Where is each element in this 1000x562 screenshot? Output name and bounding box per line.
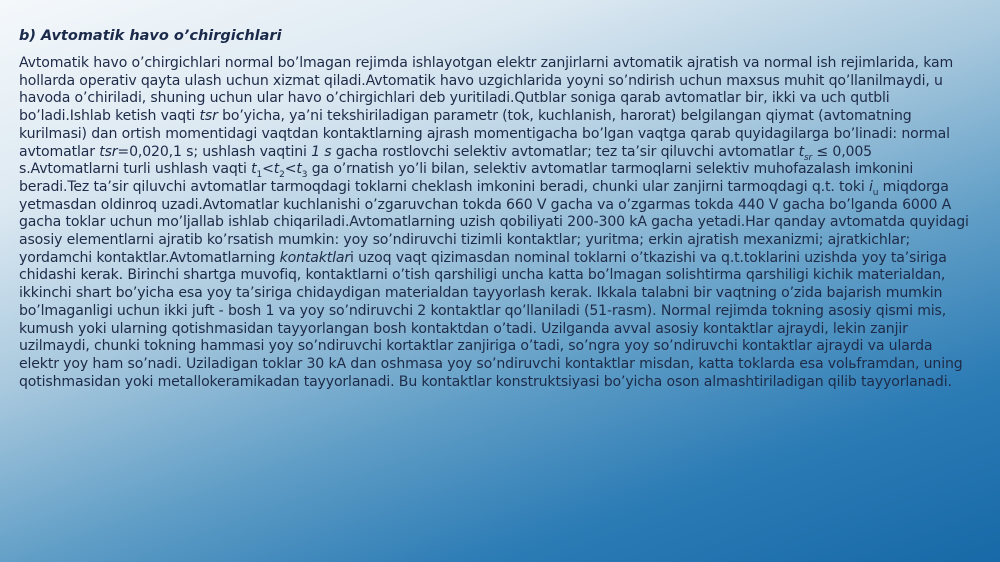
- slide-heading: b) Avtomatik havo o’chirgichlari: [19, 28, 282, 44]
- subscript: u: [872, 187, 879, 198]
- subscript: 2: [279, 170, 285, 181]
- subscript: 3: [301, 170, 308, 181]
- italic-term: t: [273, 161, 280, 178]
- italic-term: t: [798, 143, 804, 160]
- italic-term: tsr: [199, 108, 218, 125]
- subscript: 1: [256, 170, 263, 181]
- italic-term: 1 s: [311, 143, 332, 160]
- text-segment: ga o’rnatish yo’li bilan, selektiv avtomatlar tarmoqlarni selektiv muhofazalash imkonini beradi.Tez ta’sir qiluvchi avtomatlar tarmoqdagi toklarni cheklash imkonini beradi, chunki ular zanjirni tarmoqdagi q.t. toki: [19, 161, 914, 195]
- italic-term: tsr: [99, 143, 118, 160]
- text-segment: =0,020,1 s; ushlash vaqtini: [117, 143, 312, 160]
- italic-term: sr: [803, 152, 813, 163]
- italic-term: t: [251, 161, 257, 178]
- italic-term: kontaktlar: [279, 249, 351, 266]
- text-segment: <: [262, 161, 274, 178]
- text-segment: bo’yicha, ya’ni tekshiriladigan parametr (tok, kuchlanish, harorat) belgilangan qiymat (avtomatning kurilmasi) dan ortish momentidagi vaqtdan kontaktlarning ajrash momentigacha bo’lgan vaqtga qarab quyidagilarga bo’linadi: normal avtomatlar: [19, 108, 950, 160]
- text-segment: ≤ 0,005 s.Avtomatlarni turli ushlash vaqti: [19, 143, 872, 178]
- text-segment: i uzoq vaqt qizimasdan nominal toklarni o’tkazishi va q.t.toklarini uzishda yoy ta’siriga chidashi kerak. Birinchi shartga muvofiq, kontaktlarni o’tish qarshiligi uncha katta bo’lmagan solishtirma qarshiligi kichik materialdan, ikkinchi shart bo’yicha esa yoy ta’siriga chidaydigan materialdan tayyorlash kerak. Ikkala talabni bir vaqtning o’zida bajarish mumkin bo’lmaganligi uchun ikki juft - bosh 1 va yoy so’ndiruvchi 2 kontaktlar qo’llaniladi (51-rasm). Normal rejimda tokning asosiy qismi mis, kumush yoki ularning qotishmasidan tayyorlangan bosh kontaktdan o’tadi. Uzilganda avval asosiy kontaktlar ajraydi, lekin zanjir uzilmaydi, chunki tokning hammasi yoy so’ndiruvchi kortaktlar zanjiriga o’tadi, so’ngra yoy so’ndiruvchi kontaktlar ajraydi va ularda elektr yoy ham so’nadi. Uziladigan toklar 30 kA dan oshmasa yoy so’ndiruvchi kontaktlar misdan, katta toklarda esa volьframdan, uning qotishmasidan yoki metallokeramikadan tayyorlanadi. Bu kontaktlar konstruktsiyasi bo’yicha oson almashtiriladigan qilib tayyorlanadi.: [19, 249, 963, 390]
- text-segment: Avtomatik havo o’chirgichlari normal bo’lmagan rejimda ishlayotgan elektr zanjirlarni avtomatik ajratish va normal ish rejimlarida, kam hollarda operativ qayta ulash uchun xizmat qiladi.Avtomatik havo uzgichlarida yoyni so’ndirish uchun maxsus muhit qo’llanilmaydi, u havoda o’chiriladi, shuning uchun ular havo o’chirgichlari deb yuritiladi.Qutblar soniga qarab avtomatlar bir, ikki va uch qutbli bo’ladi.Ishlab ketish vaqti: [19, 55, 954, 125]
- slide-body-text: [19, 55, 970, 391]
- italic-term: t: [296, 161, 302, 178]
- text-segment: miqdorga yetmasdan oldinroq uzadi.Avtomatlar kuchlanishi o’zgaruvchan tokda 660 V gacha va o’zgarmas tokda 440 V gacha bo’lganda 6000 A gacha toklar uchun mo’ljallab ishlab chiqariladi.Avtomatlarning uzish qobiliyati 200-300 kA gacha yetadi.Har qanday avtomatda quyidagi asosiy elementlarni ajratib ko’rsatish mumkin: yoy so’ndiruvchi tizimli kontaktlar; yuritma; erkin ajratish mexanizmi; ajratkichlar; yordamchi kontaktlar.Avtomatlarning: [19, 178, 969, 266]
- text-segment: gacha rostlovchi selektiv avtomatlar; tez ta’sir qiluvchi avtomatlar: [331, 143, 799, 160]
- italic-term: i: [868, 178, 873, 195]
- text-segment: <: [284, 161, 297, 178]
